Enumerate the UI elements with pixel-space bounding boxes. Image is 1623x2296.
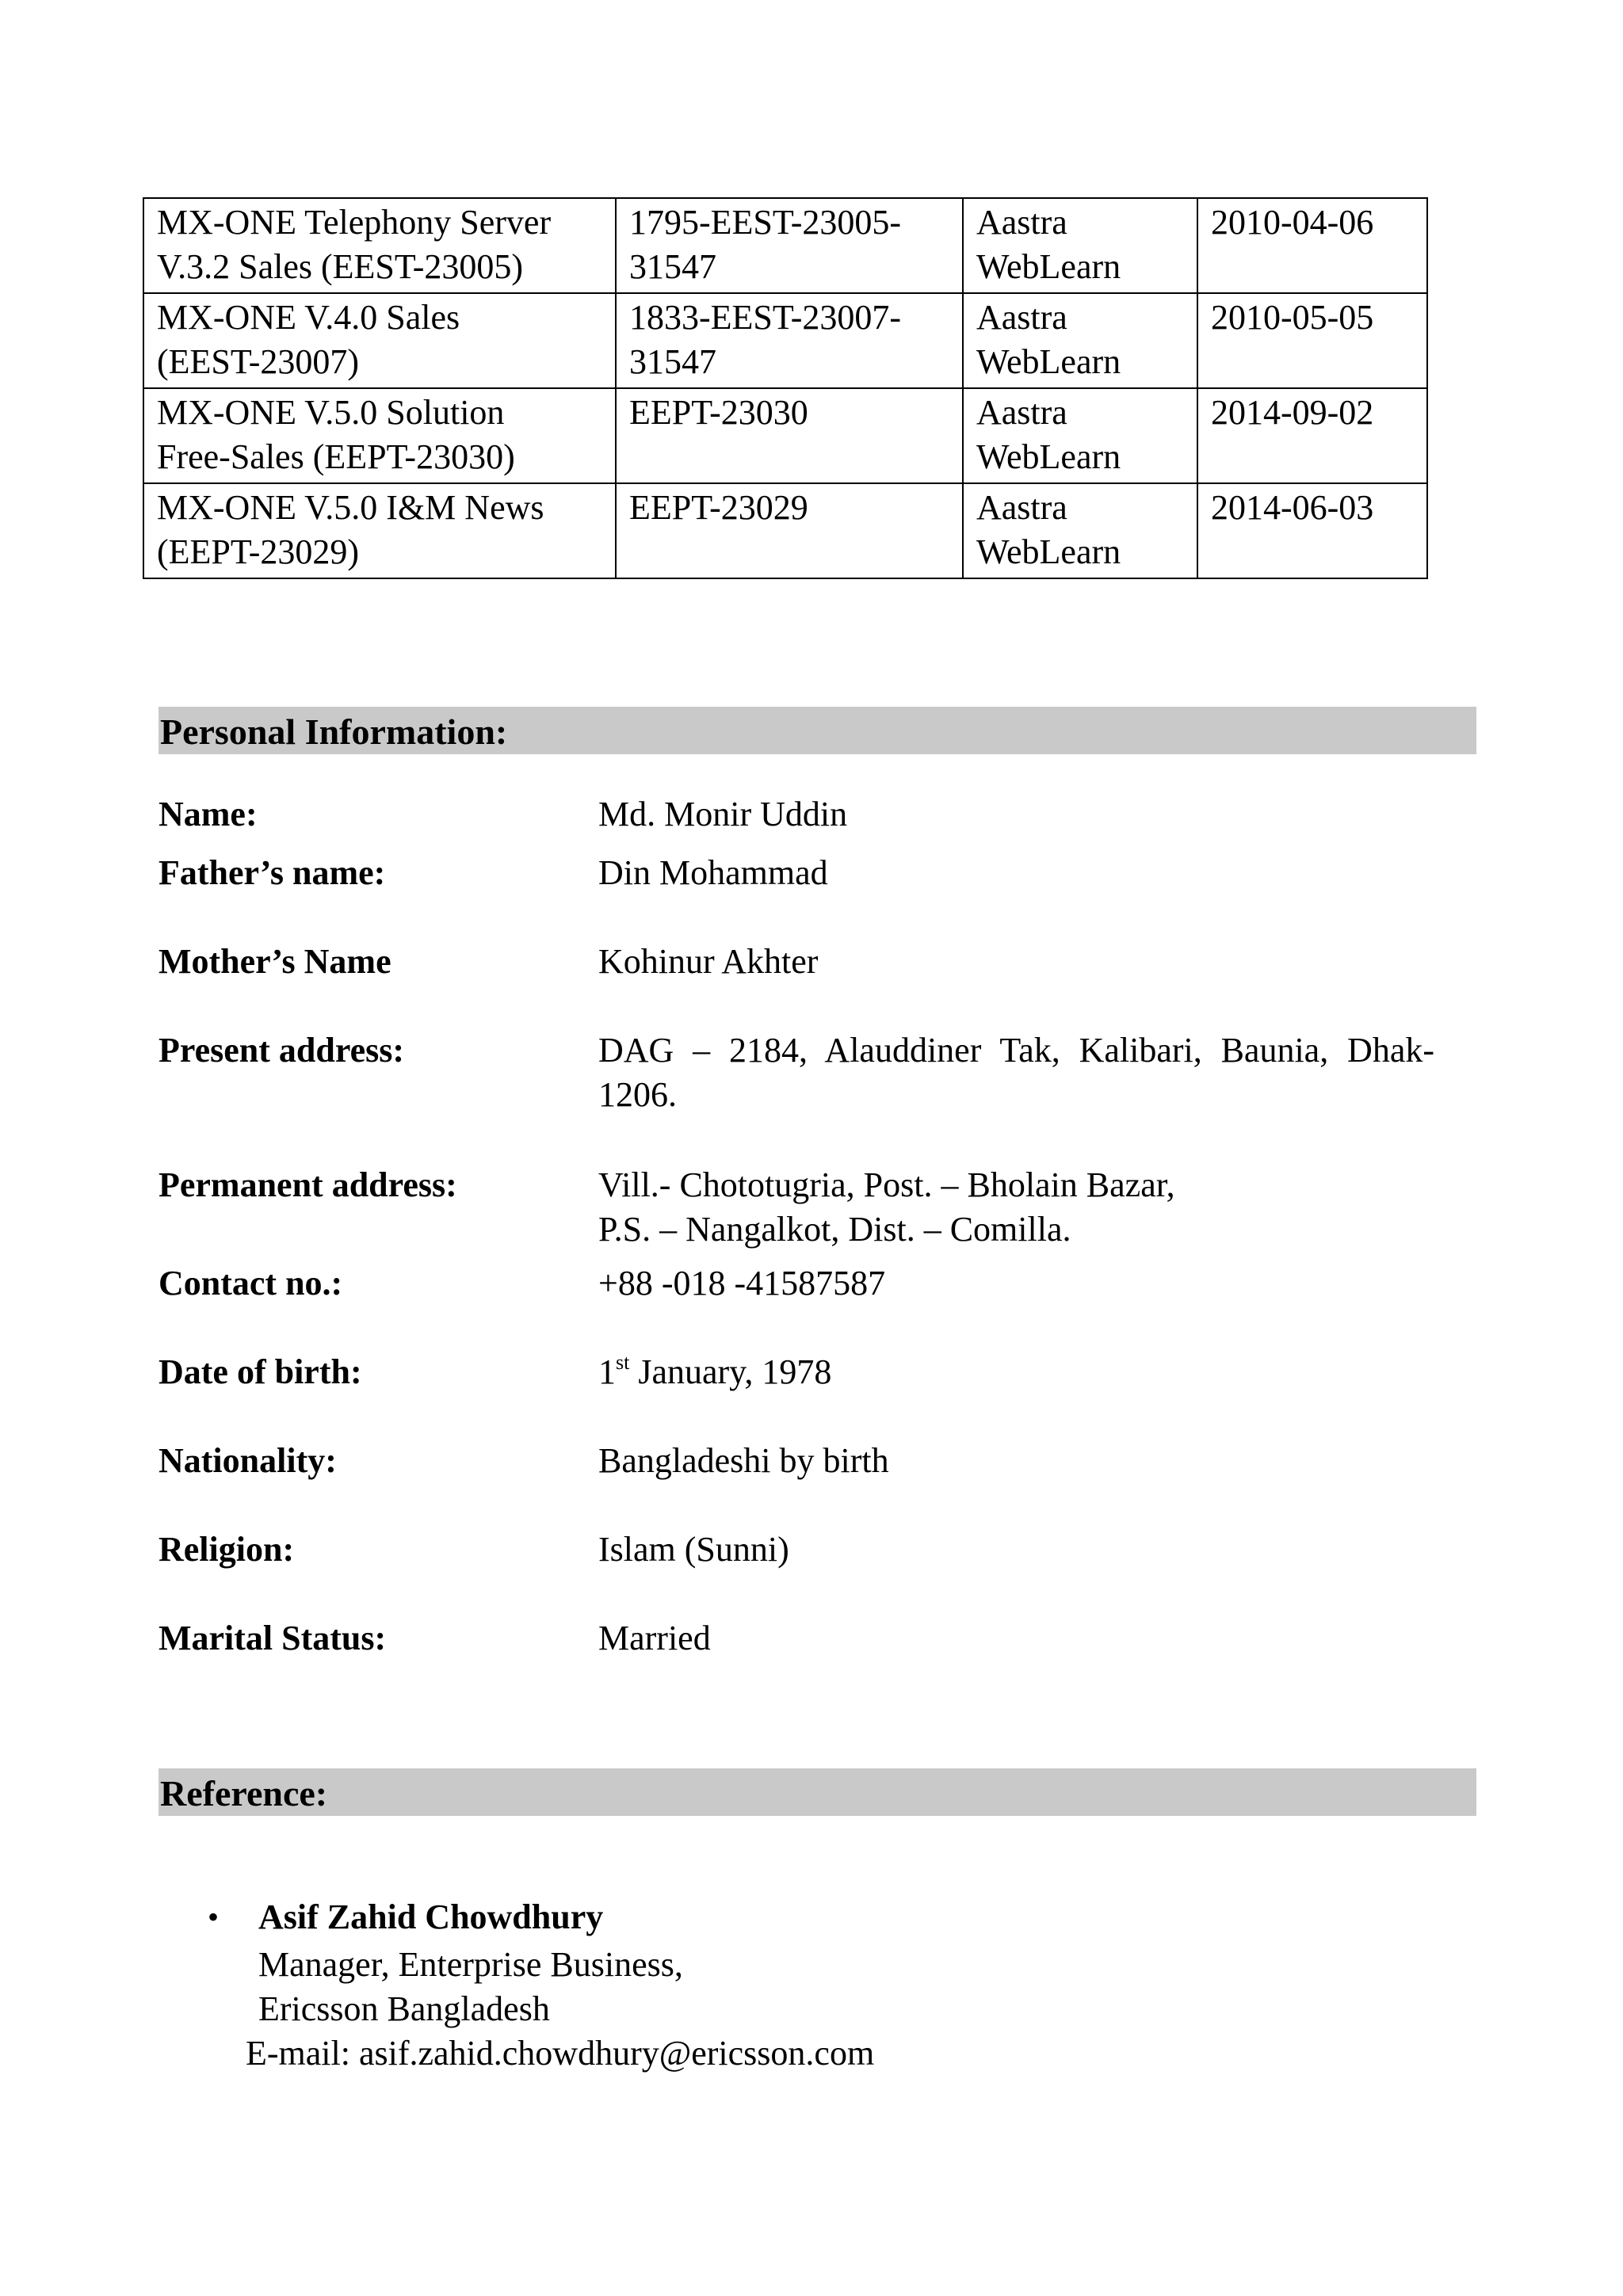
provider-cell: Aastra WebLearn — [963, 483, 1197, 578]
name-value: Md. Monir Uddin — [598, 795, 848, 833]
table-row — [143, 293, 1427, 388]
religion-label: Religion: — [158, 1530, 295, 1569]
religion-value: Islam (Sunni) — [598, 1530, 789, 1569]
course-cell: MX-ONE V.5.0 Solution Free-Sales (EEPT-23030) — [143, 388, 616, 483]
date-cell: 2014-06-03 — [1197, 483, 1427, 578]
provider-cell: Aastra WebLearn — [963, 293, 1197, 388]
nationality-value: Bangladeshi by birth — [598, 1441, 889, 1480]
table-row — [143, 483, 1427, 578]
course-cell: MX-ONE Telephony Server V.3.2 Sales (EEST-23005) — [143, 198, 616, 293]
reference-email: E-mail: asif.zahid.chowdhury@ericsson.com — [246, 2034, 875, 2073]
course-cell: MX-ONE V.5.0 I&M News (EEPT-23029) — [143, 483, 616, 578]
contact-label: Contact no.: — [158, 1264, 343, 1302]
marital-status-label: Marital Status: — [158, 1619, 387, 1657]
present-address-value: DAG – 2184, Alauddiner Tak, Kalibari, Baunia, Dhak-1206. — [598, 1031, 1434, 1114]
code-cell: 1795-EEST-23005- 31547 — [616, 198, 963, 293]
code-cell: EEPT-23029 — [616, 483, 963, 578]
present-address-label: Present address: — [158, 1031, 405, 1070]
date-cell: 2014-09-02 — [1197, 388, 1427, 483]
mother-name-value: Kohinur Akhter — [598, 942, 819, 981]
reference-company: Ericsson Bangladesh — [258, 1989, 550, 2028]
date-of-birth-value: 1st January, 1978 — [598, 1351, 832, 1391]
father-name-value: Din Mohammad — [598, 853, 828, 892]
date-cell: 2010-05-05 — [1197, 293, 1427, 388]
provider-cell: Aastra WebLearn — [963, 388, 1197, 483]
reference-heading: Reference: — [158, 1768, 1476, 1816]
date-cell: 2010-04-06 — [1197, 198, 1427, 293]
name-label: Name: — [158, 795, 258, 833]
code-cell: 1833-EEST-23007- 31547 — [616, 293, 963, 388]
course-cell: MX-ONE V.4.0 Sales (EEST-23007) — [143, 293, 616, 388]
provider-cell: Aastra WebLearn — [963, 198, 1197, 293]
contact-value: +88 -018 -41587587 — [598, 1264, 886, 1302]
code-cell: EEPT-23030 — [616, 388, 963, 483]
mother-name-label: Mother’s Name — [158, 942, 391, 981]
permanent-address-value: Vill.- Chototugria, Post. – Bholain Bazar, P.S. – Nangalkot, Dist. – Comilla. — [598, 1165, 1175, 1249]
marital-status-value: Married — [598, 1619, 711, 1657]
date-of-birth-label: Date of birth: — [158, 1352, 362, 1391]
personal-information-heading: Personal Information: — [158, 707, 1476, 754]
permanent-address-label: Permanent address: — [158, 1165, 457, 1204]
nationality-label: Nationality: — [158, 1441, 337, 1480]
training-table — [143, 197, 1428, 579]
table-row — [143, 388, 1427, 483]
bullet-icon: • — [208, 1899, 220, 1935]
reference-title: Manager, Enterprise Business, — [258, 1945, 683, 1984]
table-row — [143, 198, 1427, 293]
reference-name: Asif Zahid Chowdhury — [258, 1897, 604, 1936]
father-name-label: Father’s name: — [158, 853, 386, 892]
